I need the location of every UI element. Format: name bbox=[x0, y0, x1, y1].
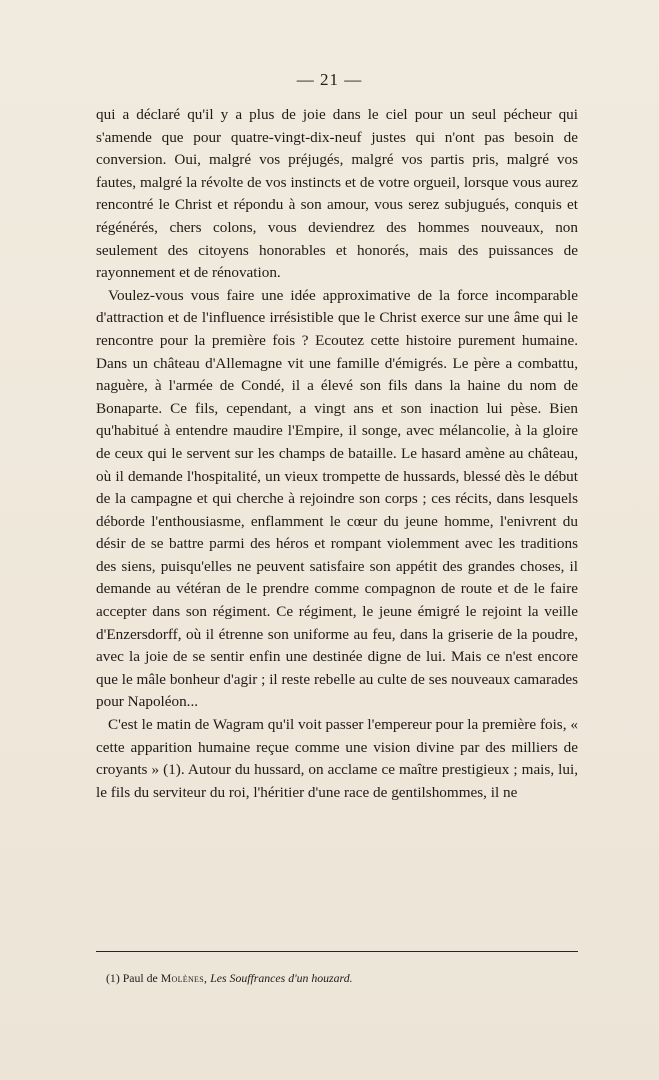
paragraph-3: C'est le matin de Wagram qu'il voit passer l'empereur pour la première fois, « cette apparition humaine reçue comme une vision divine par des milliers de croyants » (1). Autour du hussard, on acclame ce maître prestigieux ; mais, lui, le fils du serviteur du roi, l'héritier d'une race de gentilshommes, il ne bbox=[96, 716, 578, 801]
footnote-marker: (1) bbox=[106, 971, 120, 985]
footnote-author-first: Paul de bbox=[122, 971, 158, 985]
footnote-divider bbox=[96, 951, 578, 952]
body-text bbox=[96, 104, 578, 804]
paragraph-1: qui a déclaré qu'il y a plus de joie dans le ciel pour un seul pécheur qui s'amende que pour quatre-vingt-dix-neuf justes qui n'ont pas besoin de conversion. Oui, malgré vos préjugés, malgré vos partis pris, malgré vos fautes, malgré la révolte de vos instincts et de votre orgueil, lorsque vous aurez rencontré le Christ et répondu à son amour, vous serez subjugués, conquis et régénérés, chers colons, vous deviendrez des hommes nouveaux, non seulement des citoyens honorables et honorés, mais des puissances de rayonnement et de rénovation. bbox=[96, 106, 578, 282]
page-number: — 21 — bbox=[296, 70, 363, 89]
footnote-title: Les Souffrances d'un houzard. bbox=[210, 971, 353, 985]
paragraph-2: Voulez-vous vous faire une idée approximative de la force incomparable d'attraction et de l'influence irrésistible que le Christ exerce sur une âme qui le rencontre pour la première fois ? Ecoutez cette histoire purement humaine. Dans un château d'Allemagne vit une famille d'émigrés. Le père a combattu, naguère, à l'armée de Condé, il a élevé son fils dans la haine du nom de Bonaparte. Ce fils, cependant, a vingt ans et son inaction lui pèse. Bien qu'habitué à entendre maudire l'Empire, il songe, avec mélancolie, à la gloire de ceux qui le servent sur les champs de bataille. Le hasard amène au château, où il demande l'hospitalité, un vieux trompette de hussards, blessé dès le début de la campagne et qui cherche à rejoindre son corps ; ces récits, dans lesquels déborde l'enthousiasme, enflamment le cœur du jeune homme, l'enivrent du désir de se battre parmi des héros et rompant violemment avec les traditions des siens, puisqu'elles ne peuvent satisfaire son appétit des grandes choses, il demande au vétéran de le prendre comme compagnon de route et de le faire accepter dans son régiment. Ce régiment, le jeune émigré le rejoint la veille d'Enzersdorff, où il étrenne son uniforme au feu, dans la griserie de la poudre, avec la joie de se sentir enfin une destinée digne de lui. Mais ce n'est encore que le mâle bonheur d'agir ; il reste rebelle au culte de ses nouveaux camarades pour Napoléon... bbox=[96, 286, 578, 711]
footnote bbox=[106, 970, 576, 986]
footnote-author-last: Molènes, bbox=[160, 971, 208, 985]
